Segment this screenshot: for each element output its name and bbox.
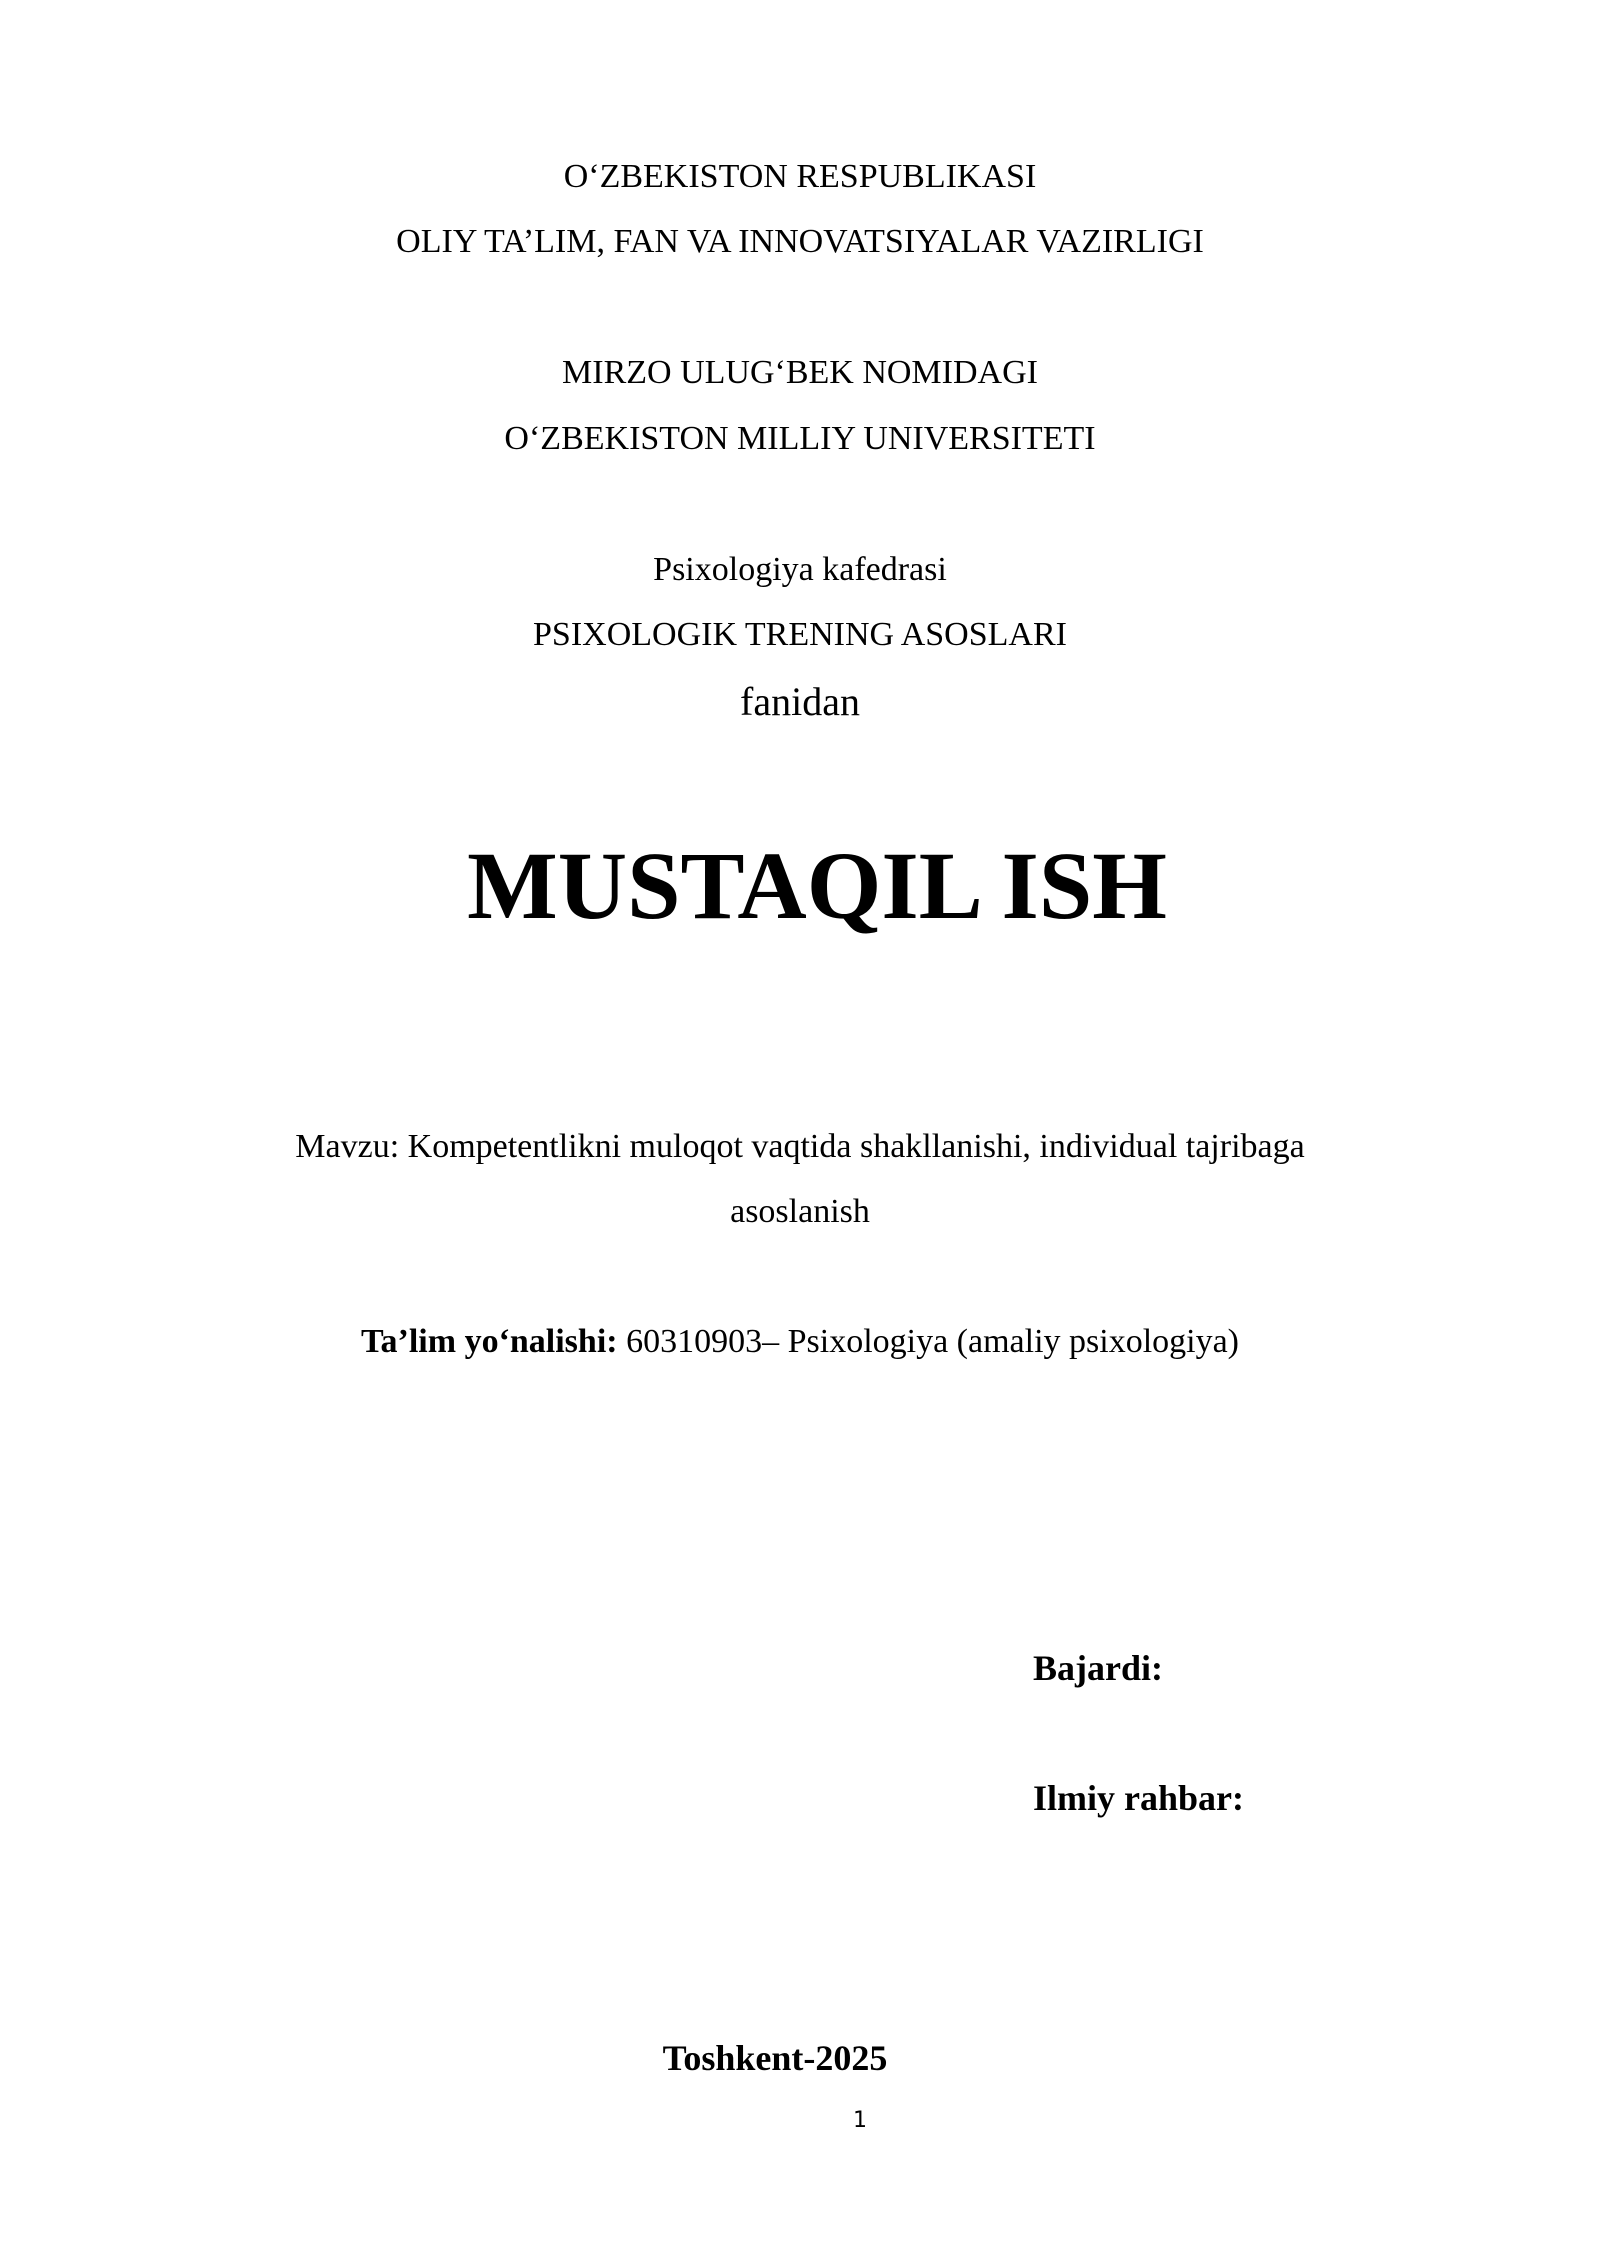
city-year: Toshkent-2025 bbox=[662, 2038, 888, 2078]
direction-value: 60310903– Psixologiya (amaliy psixologiya) bbox=[617, 1323, 1240, 1360]
university-line-2: O‘ZBEKISTON MILLIY UNIVERSITETI bbox=[504, 420, 1096, 457]
ministry-line-1: O‘ZBEKISTON RESPUBLIKASI bbox=[563, 158, 1037, 195]
department-name: Psixologiya kafedrasi bbox=[653, 551, 947, 588]
topic-line-1: Mavzu: Kompetentlikni muloqot vaqtida shakllanishi, individual tajribaga bbox=[295, 1128, 1305, 1165]
performed-by-label: Bajardi: bbox=[1033, 1648, 1163, 1688]
direction-label: Ta’lim yo‘nalishi: bbox=[360, 1323, 618, 1360]
document-title: MUSTAQIL ISH bbox=[467, 832, 1167, 939]
university-line-1: MIRZO ULUG‘BEK NOMIDAGI bbox=[562, 354, 1038, 391]
subject-name: PSIXOLOGIK TRENING ASOSLARI bbox=[533, 616, 1067, 653]
direction-line bbox=[0, 1325, 1600, 1359]
subject-suffix: fanidan bbox=[740, 679, 860, 724]
page-number: 1 bbox=[853, 2108, 867, 2133]
topic-line-2: asoslanish bbox=[730, 1193, 870, 1230]
supervisor-label: Ilmiy rahbar: bbox=[1033, 1778, 1244, 1818]
ministry-line-2: OLIY TA’LIM, FAN VA INNOVATSIYALAR VAZIRLIGI bbox=[396, 223, 1204, 260]
